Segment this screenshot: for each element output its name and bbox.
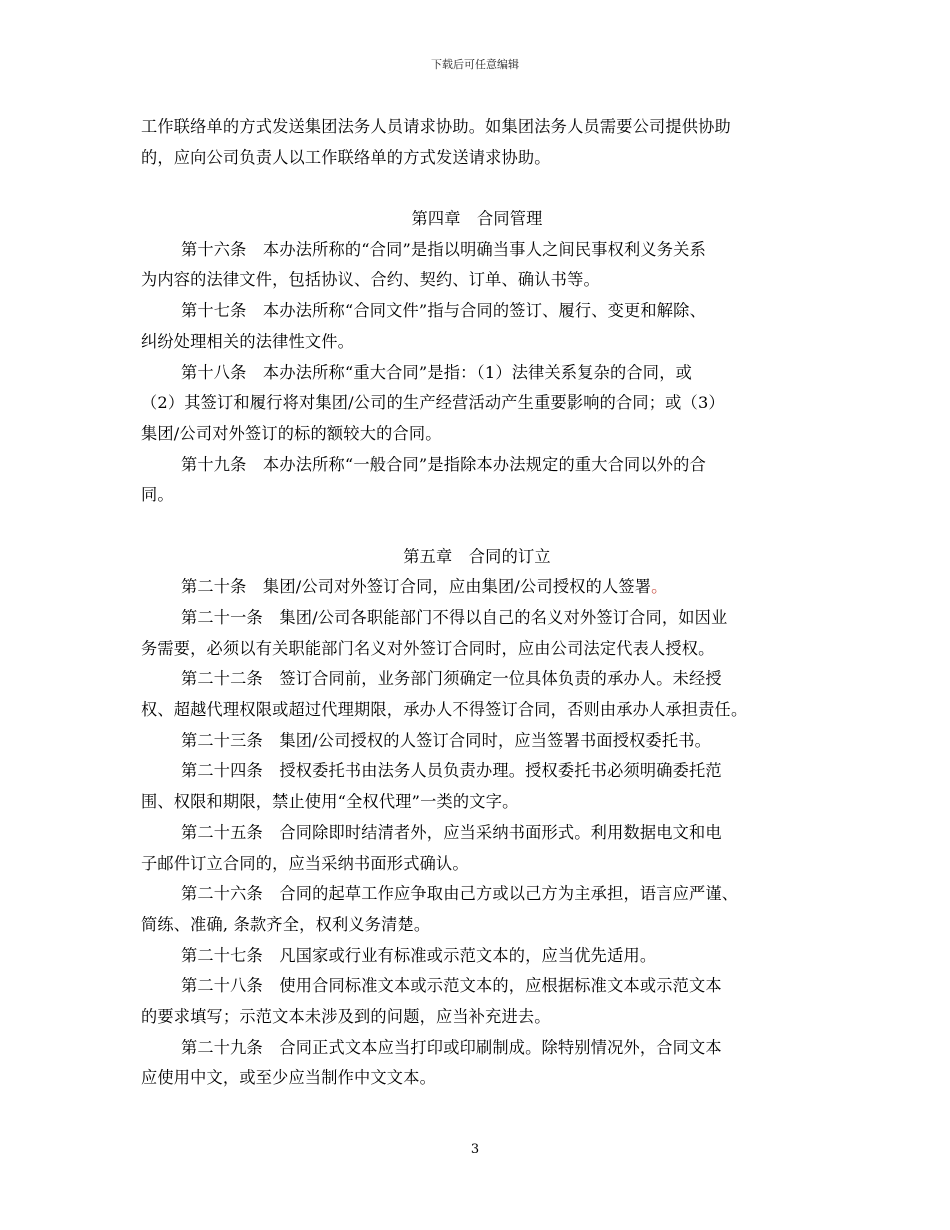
chapter-5-title: 第五章 合同的订立 [403, 546, 551, 566]
article-28-line-1: 第二十八条 使用合同标准文本或示范文本的，应根据标准文本或示范文本 [181, 976, 722, 996]
article-18-line-2: （2）其签订和履行将对集团/公司的生产经营活动产生重要影响的合同；或（3） [141, 393, 725, 413]
article-27-line-1: 第二十七条 凡国家或行业有标准或示范文本的，应当优先适用。 [181, 945, 657, 965]
page-header: 下载后可任意编辑 [431, 58, 519, 71]
article-26-line-1: 第二十六条 合同的起草工作应争取由己方或以己方为主承担，语言应严谨、 [181, 884, 739, 904]
article-29-line-2: 应使用中文，或至少应当制作中文文本。 [141, 1068, 436, 1088]
paragraph-line: 工作联络单的方式发送集团法务人员请求协助。如集团法务人员需要公司提供协助 [141, 117, 731, 136]
chapter-4-title: 第四章 合同管理 [411, 209, 543, 229]
article-28-line-2: 的要求填写；示范文本未涉及到的问题，应当补充进去。 [141, 1006, 551, 1026]
article-17-line-1: 第十七条 本办法所称“合同文件”指与合同的签订、履行、变更和解除、 [181, 301, 706, 321]
article-21-line-2: 务需要，必须以有关职能部门名义对外签订合同时，应由公司法定代表人授权。 [141, 638, 715, 658]
page-number: 3 [470, 1142, 480, 1157]
article-25-line-2: 子邮件订立合同的，应当采纳书面形式确认。 [141, 853, 469, 873]
article-18-line-1: 第十八条 本办法所称“重大合同”是指：（1）法律关系复杂的合同，或 [181, 362, 692, 382]
article-19-line-1: 第十九条 本办法所称“一般合同”是指除本办法规定的重大合同以外的合 [181, 454, 706, 474]
article-16-line-2: 为内容的法律文件，包括协议、合约、契约、订单、确认书等。 [141, 270, 600, 290]
article-20-text: 第二十条 集团/公司对外签订合同，应由集团/公司授权的人签署 [181, 577, 652, 597]
article-18-line-3: 集团/公司对外签订的标的额较大的合同。 [141, 423, 442, 443]
article-22-line-1: 第二十二条 签订合同前，业务部门须确定一位具体负责的承办人。未经授 [181, 669, 722, 689]
article-26-line-2: 简练、准确, 条款齐全，权利义务清楚。 [141, 914, 431, 934]
article-16-line-1: 第十六条 本办法所称的“合同”是指以明确当事人之间民事权利义务关系 [181, 239, 706, 259]
article-19-line-2: 同。 [141, 485, 174, 505]
article-25-line-1: 第二十五条 合同除即时结清者外，应当采纳书面形式。利用数据电文和电 [181, 822, 722, 842]
article-21-line-1: 第二十一条 集团/公司各职能部门不得以自己的名义对外签订合同，如因业 [181, 608, 728, 627]
article-29-line-1: 第二十九条 合同正式文本应当打印或印刷制成。除特别情况外，合同文本 [181, 1037, 722, 1057]
article-22-line-2: 权、超越代理权限或超过代理期限，承办人不得签订合同，否则由承办人承担责任。 [141, 700, 748, 720]
article-24-line-1: 第二十四条 授权委托书由法务人员负责办理。授权委托书必须明确委托范 [181, 761, 722, 781]
paragraph-line: 的，应向公司负责人以工作联络单的方式发送请求协助。 [141, 147, 551, 167]
article-20-mark: 。 [651, 577, 668, 597]
article-24-line-2: 围、权限和期限，禁止使用“全权代理”一类的文字。 [141, 792, 519, 812]
document-body [141, 112, 813, 1094]
article-17-line-2: 纠纷处理相关的法律性文件。 [141, 331, 355, 351]
article-23-line-1: 第二十三条 集团/公司授权的人签订合同时，应当签署书面授权委托书。 [181, 730, 712, 750]
article-20-line-1 [141, 572, 813, 603]
